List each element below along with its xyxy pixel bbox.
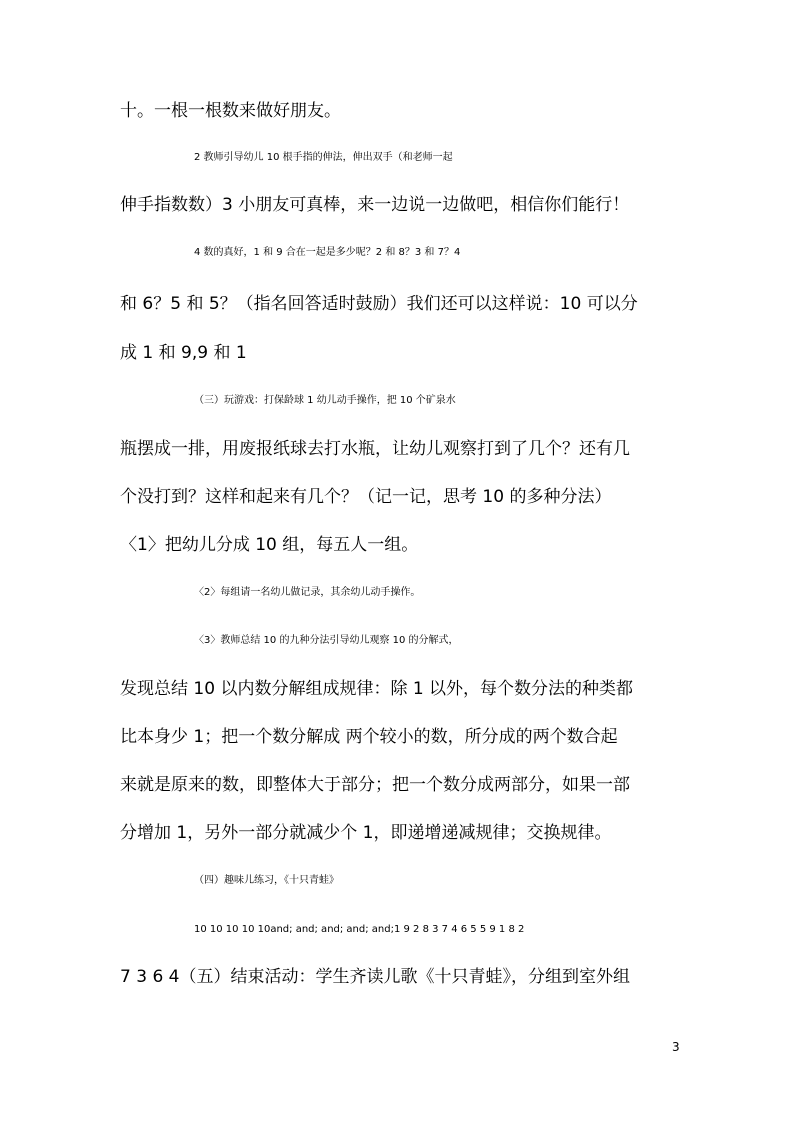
paragraph-line: 10 10 10 10 10and; and; and; and; and;1 9 2 8 3 7 4 6 5 5 9 1 8 2 (194, 924, 525, 935)
paragraph-line: 个没打到？这样和起来有几个？（记一记，思考 10 的多种分法） (120, 487, 612, 507)
page-number: 3 (672, 1040, 680, 1054)
paragraph-line: 瓶摆成一排，用废报纸球去打水瓶，让幼儿观察打到了几个？还有几 (120, 439, 630, 459)
paragraph-line: 发现总结 10 以内数分解组成规律：除 1 以外，每个数分法的种类都 (120, 679, 634, 699)
paragraph-line: 〈1〉把幼儿分成 10 组，每五人一组。 (120, 535, 419, 555)
paragraph-line: 7 3 6 4（五）结束活动：学生齐读儿歌《十只青蛙》，分组到室外组 (120, 967, 630, 987)
paragraph-line: 分增加 1，另外一部分就减少个 1，即递增递减规律；交换规律。 (120, 823, 612, 843)
paragraph-line: 〈2〉每组请一名幼儿做记录，其余幼儿动手操作。 (194, 587, 421, 598)
paragraph-line: （三）玩游戏：打保龄球 1 幼儿动手操作，把 10 个矿泉水 (194, 395, 456, 406)
paragraph-line: 成 1 和 9,9 和 1 (120, 343, 247, 363)
paragraph-line: （四）趣味儿练习，《十只青蛙》 (194, 875, 339, 886)
paragraph-line: 比本身少 1；把一个数分解成 两个较小的数，所分成的两个数合起 (120, 727, 618, 747)
paragraph-line: 2 教师引导幼儿 10 根手指的伸法，伸出双手（和老师一起 (194, 152, 453, 163)
paragraph-line: 〈3〉教师总结 10 的九种分法引导幼儿观察 10 的分解式， (194, 635, 459, 646)
paragraph-line: 4 数的真好，1 和 9 合在一起是多少呢？2 和 8？3 和 7？4 (194, 247, 461, 258)
paragraph-line: 来就是原来的数，即整体大于部分；把一个数分成两部分，如果一部 (120, 775, 630, 795)
paragraph-line: 和 6？5 和 5？（指名回答适时鼓励）我们还可以这样说：10 可以分 (120, 294, 638, 314)
paragraph-line: 伸手指数数）3 小朋友可真棒，来一边说一边做吧，相信你们能行！ (120, 195, 630, 215)
paragraph-line: 十。一根一根数来做好朋友。 (120, 101, 341, 121)
